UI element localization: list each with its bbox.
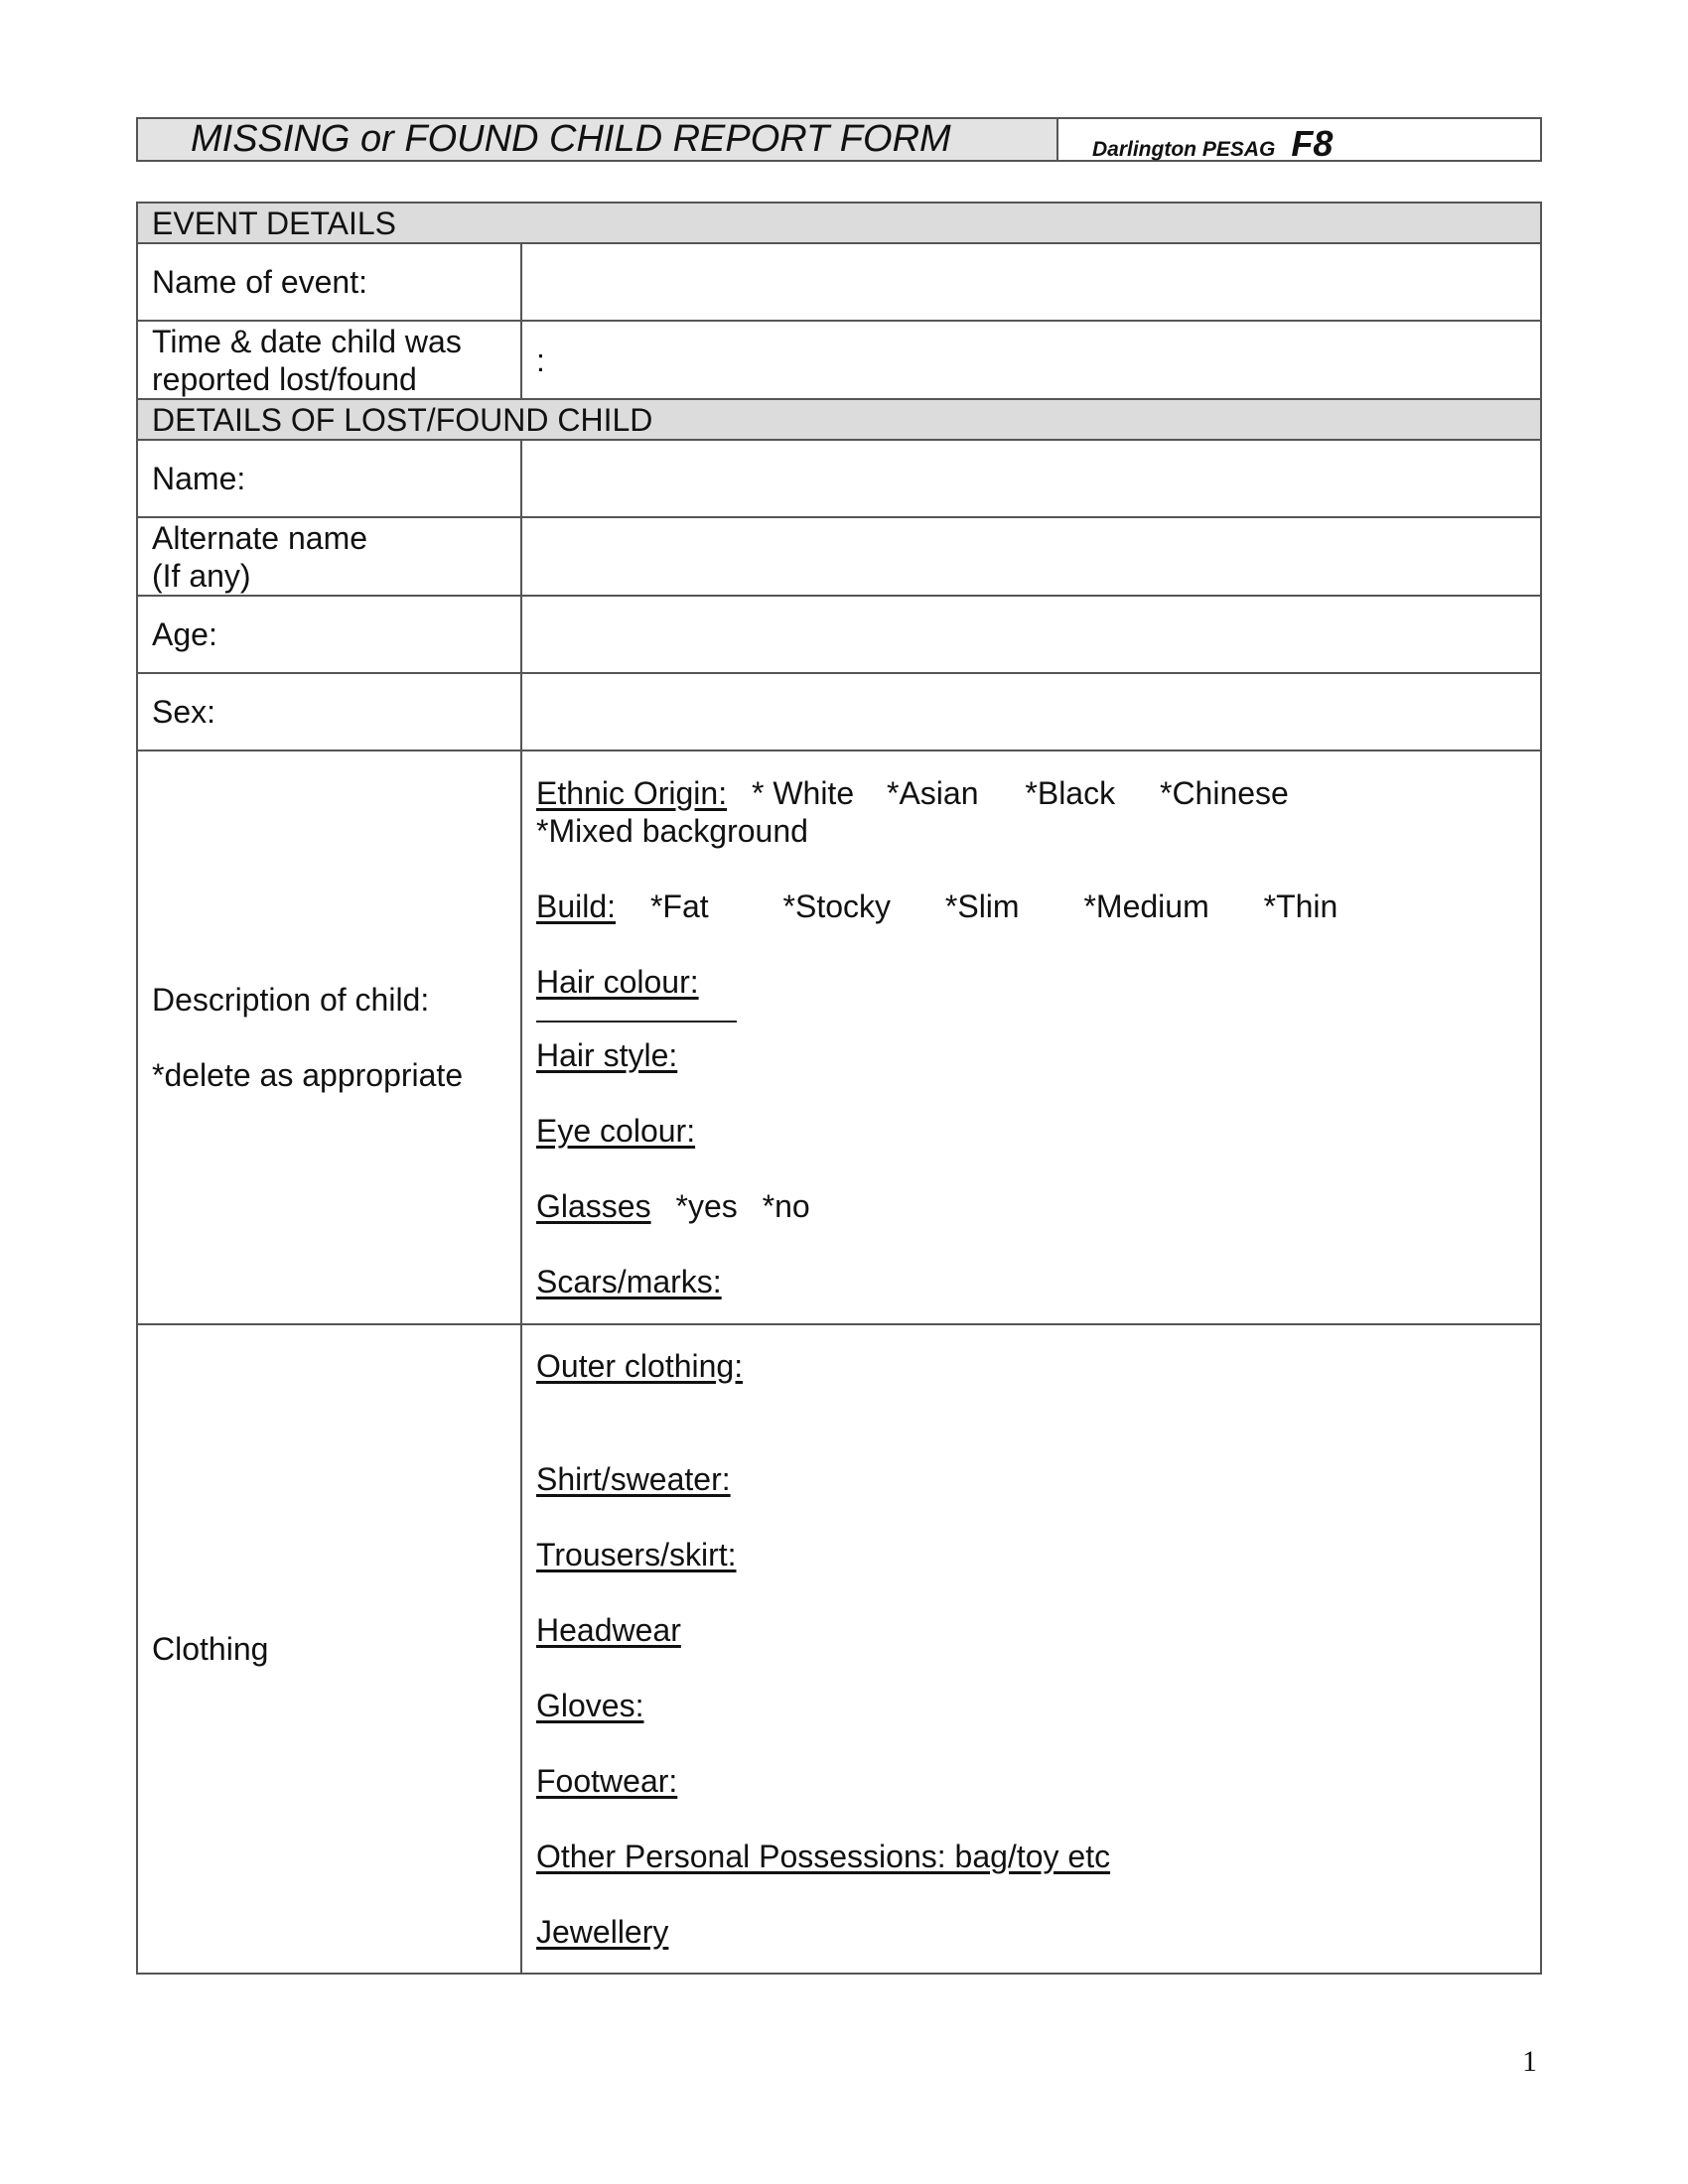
time-date-row [137,321,1541,399]
trousers-skirt-label: Trousers/skirt: [536,1537,737,1572]
ethnic-option-mixed[interactable]: *Mixed background [536,813,808,849]
event-details-heading: EVENT DETAILS [137,203,1541,243]
age-label: Age: [137,596,521,673]
ethnic-origin-label: Ethnic Origin: [536,775,728,811]
headwear-label: Headwear [536,1612,681,1648]
child-name-row [137,440,1541,517]
time-date-field[interactable]: : [521,321,1541,399]
event-name-field[interactable] [521,243,1541,321]
hair-style-label: Hair style: [536,1037,678,1073]
build-label: Build: [536,888,617,924]
report-form-table [136,202,1542,1975]
alternate-name-label-line2: (If any) [152,557,251,594]
child-name-field[interactable] [521,440,1541,517]
ethnic-option-asian[interactable]: *Asian [887,775,979,811]
shirt-sweater-label: Shirt/sweater: [536,1461,731,1497]
event-name-label: Name of event: [137,243,521,321]
description-field[interactable] [521,751,1541,1324]
ethnic-option-black[interactable]: *Black [1025,775,1116,811]
form-title: MISSING or FOUND CHILD REPORT FORM [138,119,1058,160]
build-option-slim[interactable]: *Slim [944,888,1020,924]
page-number: 1 [1522,2045,1537,2078]
ethnic-option-white[interactable]: * White [751,775,855,811]
ethnic-option-chinese[interactable]: *Chinese [1159,775,1289,811]
glasses-option-no[interactable]: *no [762,1188,810,1224]
form-code: F8 [1291,123,1334,164]
age-row [137,596,1541,673]
build-option-stocky[interactable]: *Stocky [782,888,891,924]
clothing-label: Clothing [137,1324,521,1974]
glasses-label: Glasses [536,1188,651,1224]
eye-colour-label: Eye colour: [536,1113,696,1149]
description-label: Description of child: [152,982,430,1018]
alternate-name-field[interactable] [521,517,1541,596]
form-reference [1058,119,1540,164]
event-name-row [137,243,1541,321]
sex-label: Sex: [137,673,521,751]
glasses-line [536,1187,1526,1225]
sex-row [137,673,1541,751]
jewellery-label: Jewellery [536,1914,669,1950]
alternate-name-row [137,517,1541,596]
description-row [137,751,1541,1324]
outer-clothing-label: Outer clothing: [536,1348,744,1384]
build-option-thin[interactable]: *Thin [1263,888,1338,924]
scars-label: Scars/marks: [536,1264,722,1299]
time-date-label-line1: Time & date child was [152,323,462,359]
glasses-option-yes[interactable]: *yes [675,1188,738,1224]
description-label-cell [137,751,521,1324]
organisation-name: Darlington PESAG [1092,138,1276,161]
clothing-row [137,1324,1541,1974]
clothing-field[interactable] [521,1324,1541,1974]
time-date-label [137,321,521,399]
child-name-label: Name: [137,440,521,517]
child-details-heading: DETAILS OF LOST/FOUND CHILD [137,399,1541,440]
time-date-label-line2: reported lost/found [152,360,417,397]
build-option-fat[interactable]: *Fat [649,888,709,924]
build-option-medium[interactable]: *Medium [1083,888,1209,924]
alternate-name-label [137,517,521,596]
age-field[interactable] [521,596,1541,673]
hair-colour-label: Hair colour: [536,964,699,1000]
delete-note: *delete as appropriate [152,1057,464,1093]
footwear-label: Footwear: [536,1763,678,1799]
possessions-label: Other Personal Possessions: bag/toy etc [536,1839,1111,1874]
child-details-header-row [137,399,1541,440]
gloves-label: Gloves: [536,1688,644,1723]
build-line [536,887,1526,925]
hair-colour-blank-line[interactable] [536,1001,737,1023]
event-details-header-row [137,203,1541,243]
ethnic-origin-line [536,774,1526,812]
sex-field[interactable] [521,673,1541,751]
alternate-name-label-line1: Alternate name [152,519,368,556]
form-header [136,117,1542,162]
